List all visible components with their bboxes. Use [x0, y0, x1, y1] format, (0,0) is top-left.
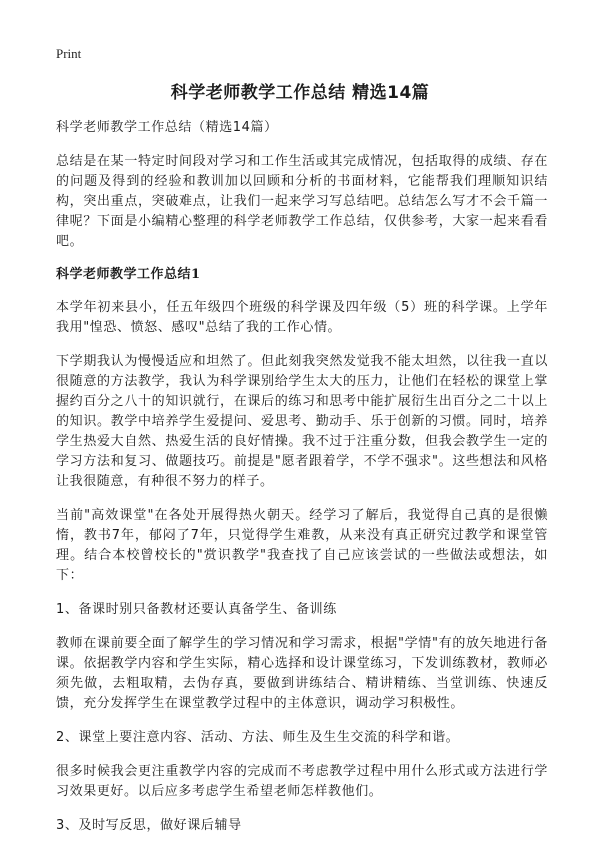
list-point-heading: 1、备课时别只备教材还要认真备学生、备训练	[56, 602, 337, 617]
body-paragraph: 当前"高效课堂"在各处开展得热火朝天。经学习了解后，我觉得自己真的是很懒惰，教书7年，郁闷了7年，只觉得学生难教，从来没有真正研究过教学和课堂管理。结合本校曾校长的"赏识教学"我查找了自己应该尝试的一些做法或想法，如下：	[56, 508, 548, 583]
body-paragraph: 很多时候我会更注重教学内容的完成而不考虑教学过程中用什么形式或方法进行学习效果更好。以后应多考虑学生希望老师怎样教他们。	[56, 764, 548, 799]
body-paragraph: 教师在课前要全面了解学生的学习情况和学习需求，根据"学情"有的放矢地进行备课。依据教学内容和学生实际，精心选择和设计课堂练习，下发训练教材，教师必须先做，去粗取精，去伪存真，要做到讲练结合、精讲精练、当堂训练、快速反馈，充分发挥学生在课堂教学过程中的主体意识，调动学习积极性。	[56, 636, 548, 711]
body-paragraph: 下学期我认为慢慢适应和坦然了。但此刻我突然发觉我不能太坦然，以往我一直以很随意的方法教学，我认为科学课别给学生太大的压力，让他们在轻松的课堂上掌握约百分之八十的知识就行，在课后的练习和思考中能扩展衍生出百分之二十以上的知识。教学中培养学生爱提问、爱思考、勤动手、乐于创新的习惯。同时，培养学生热爱大自然、热爱生活的良好情操。我不过于注重分数，但我会教学生一定的学习方法和复习、做题技巧。前提是"愿者跟着学，不学不强求"。这些想法和风格让我很随意，有种很不努力的样子。	[56, 354, 548, 489]
article-subtitle: 科学老师教学工作总结（精选14篇）	[56, 120, 278, 135]
list-point-heading: 3、及时写反思，做好课后辅导	[56, 818, 242, 833]
intro-paragraph: 总结是在某一特定时间段对学习和工作生活或其完成情况，包括取得的成绩、存在的问题及得到的经验和教训加以回顾和分析的书面材料，它能帮我们理顺知识结构，突出重点，突破难点，让我们一起来学习写总结吧。总结怎么写才不会千篇一律呢？下面是小编精心整理的科学老师教学工作总结，仅供参考，大家一起来看看吧。	[56, 154, 548, 249]
article-body	[56, 118, 548, 850]
section-heading: 科学老师教学工作总结1	[56, 267, 201, 282]
list-point-heading: 2、课堂上要注意内容、活动、方法、师生及生生交流的科学和谐。	[56, 730, 460, 745]
page-title: 科学老师教学工作总结 精选14篇	[170, 83, 430, 103]
print-link[interactable]: Print	[56, 46, 82, 61]
body-paragraph: 本学年初来县小，任五年级四个班级的科学课及四年级（5）班的科学课。上学年我用"惶恐、愤怒、感叹"总结了我的工作心情。	[56, 300, 548, 335]
